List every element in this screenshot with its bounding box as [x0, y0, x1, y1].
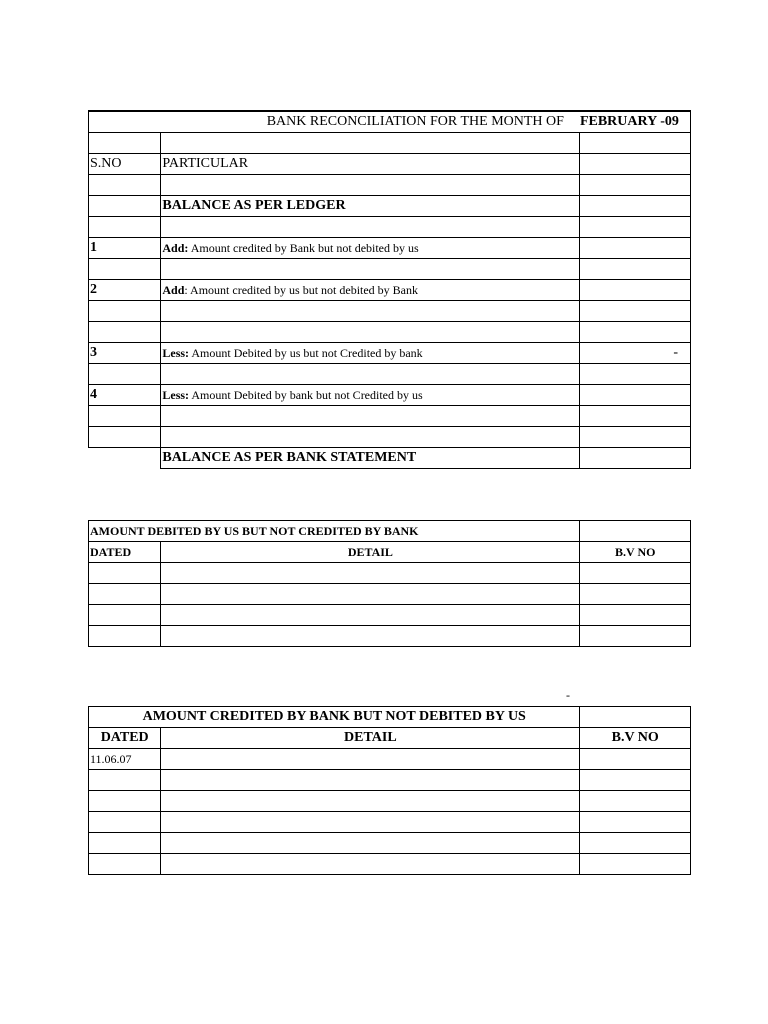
table-row — [89, 563, 691, 584]
item-row-2 — [89, 280, 691, 301]
item-kind: Add — [162, 283, 185, 297]
item-kind: Less: — [162, 388, 190, 402]
item-row-4 — [89, 385, 691, 406]
item-no: 4 — [89, 385, 161, 406]
item-text: Amount Debited by bank but not Credited by us — [189, 388, 423, 402]
header-row — [89, 154, 691, 175]
recon-month: FEBRUARY -09 — [580, 111, 691, 133]
table-row — [89, 749, 691, 770]
stray-dash: - — [566, 688, 570, 702]
table-row — [89, 584, 691, 605]
credited-table — [88, 706, 691, 875]
table-row — [89, 791, 691, 812]
row-date: 11.06.07 — [89, 749, 161, 770]
credited-title: AMOUNT CREDITED BY BANK BUT NOT DEBITED BY US — [89, 707, 580, 728]
recon-title: BANK RECONCILIATION FOR THE MONTH OF — [89, 111, 580, 133]
item-text: Amount credited by Bank but not debited by us — [188, 241, 419, 255]
debited-title: AMOUNT DEBITED BY US BUT NOT CREDITED BY BANK — [89, 521, 580, 542]
item-amount — [580, 385, 691, 406]
title-row — [89, 111, 691, 133]
col-sno: S.NO — [89, 154, 161, 175]
debited-table — [88, 520, 691, 647]
col-dated: DATED — [89, 542, 161, 563]
item-row-3 — [89, 343, 691, 364]
item-kind: Less: — [162, 346, 190, 360]
col-bv-no: B.V NO — [580, 542, 691, 563]
table-row — [89, 605, 691, 626]
item-kind: Add: — [162, 241, 189, 255]
col-detail: DETAIL — [161, 542, 580, 563]
table-row — [89, 770, 691, 791]
item-amount — [580, 280, 691, 301]
col-particular: PARTICULAR — [161, 154, 580, 175]
item-no: 1 — [89, 238, 161, 259]
balance-ledger-row — [89, 196, 691, 217]
debited-header-row — [89, 542, 691, 563]
item-text: Amount Debited by us but not Credited by bank — [189, 346, 423, 360]
item-text: : Amount credited by us but not debited by Bank — [184, 283, 419, 297]
credited-title-row — [89, 707, 691, 728]
debited-title-row — [89, 521, 691, 542]
item-amount: - — [580, 343, 691, 364]
balance-bank-label: BALANCE AS PER BANK STATEMENT — [161, 448, 580, 469]
balance-ledger-label: BALANCE AS PER LEDGER — [161, 196, 580, 217]
col-bv-no: B.V NO — [580, 728, 691, 749]
table-row — [89, 854, 691, 875]
table-row — [89, 833, 691, 854]
credited-header-row — [89, 728, 691, 749]
table-row — [89, 626, 691, 647]
col-detail: DETAIL — [161, 728, 580, 749]
item-no: 2 — [89, 280, 161, 301]
col-dated: DATED — [89, 728, 161, 749]
table-row — [89, 812, 691, 833]
item-amount — [580, 238, 691, 259]
balance-bank-row — [89, 448, 691, 469]
item-row-1 — [89, 238, 691, 259]
reconciliation-table — [88, 110, 691, 469]
item-no: 3 — [89, 343, 161, 364]
